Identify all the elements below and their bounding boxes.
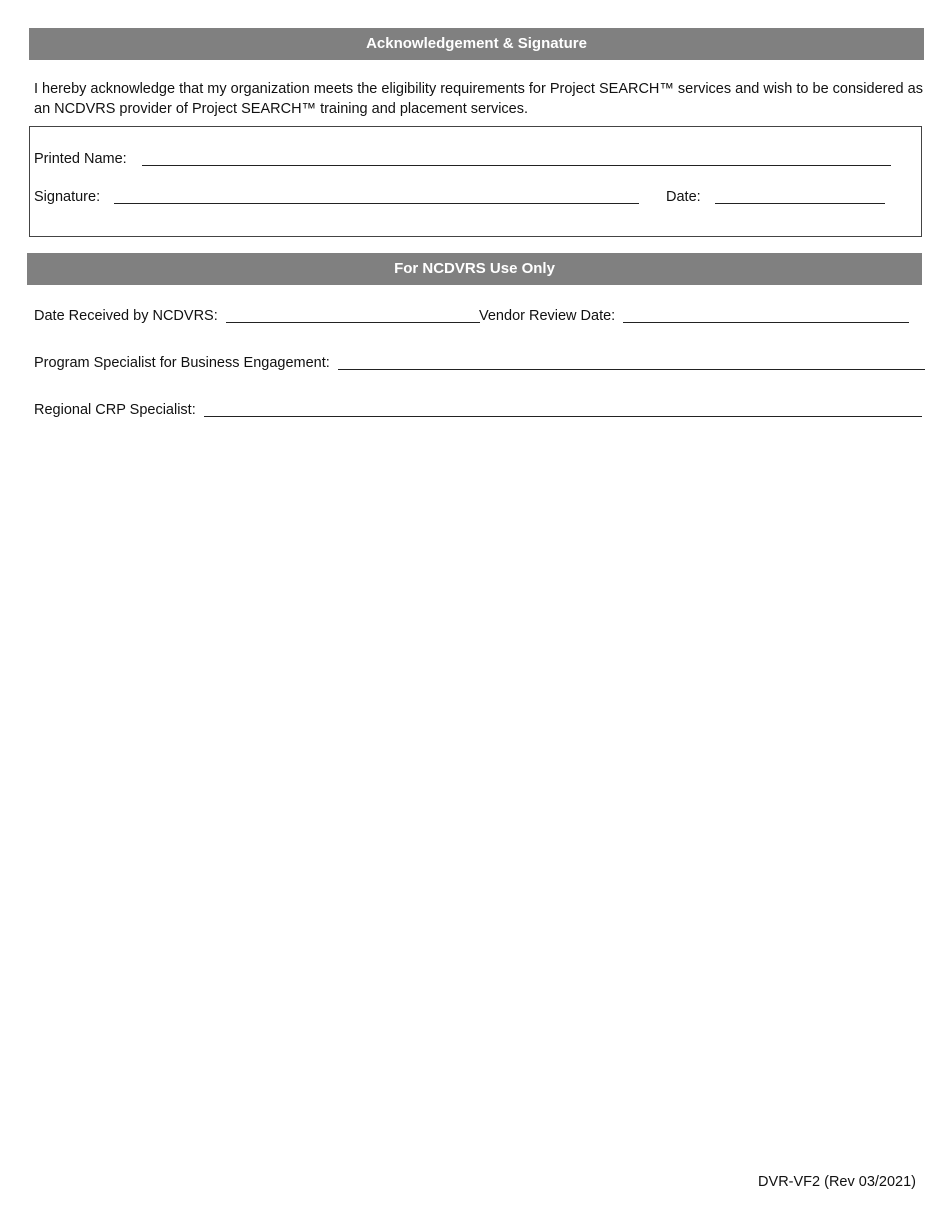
signature-input[interactable]: [114, 189, 639, 204]
signature-label: Signature:: [34, 189, 101, 205]
printed-name-input[interactable]: [142, 151, 891, 166]
printed-name-field: [34, 150, 891, 168]
date-received-label: Date Received by NCDVRS:: [34, 308, 218, 324]
program-specialist-label: Program Specialist for Business Engagement:: [34, 355, 330, 371]
regional-crp-field: [34, 401, 922, 419]
vendor-review-date-field: [479, 307, 909, 325]
printed-name-label: Printed Name:: [34, 151, 127, 167]
acknowledgement-statement: I hereby acknowledge that my organization meets the eligibility requirements for Project SEARCH™ services and wish to be considered as an NCDVRS provider of Project SEARCH™ training and placement services.: [34, 81, 923, 117]
date-received-input[interactable]: [226, 308, 480, 323]
ncdvrs-use-banner: For NCDVRS Use Only: [27, 253, 922, 285]
program-specialist-field: [34, 354, 925, 372]
signature-field: [34, 188, 639, 206]
acknowledgement-banner: Acknowledgement & Signature: [29, 28, 924, 60]
date-label: Date:: [666, 189, 701, 205]
vendor-review-date-input[interactable]: [623, 308, 909, 323]
date-field: [666, 188, 885, 206]
regional-crp-input[interactable]: [204, 402, 922, 417]
regional-crp-label: Regional CRP Specialist:: [34, 402, 196, 418]
date-input[interactable]: [715, 189, 885, 204]
form-id: DVR-VF2 (Rev 03/2021): [758, 1174, 916, 1190]
signature-box: [29, 126, 922, 237]
date-received-field: [34, 307, 480, 325]
vendor-review-date-label: Vendor Review Date:: [479, 308, 616, 324]
program-specialist-input[interactable]: [338, 355, 925, 370]
